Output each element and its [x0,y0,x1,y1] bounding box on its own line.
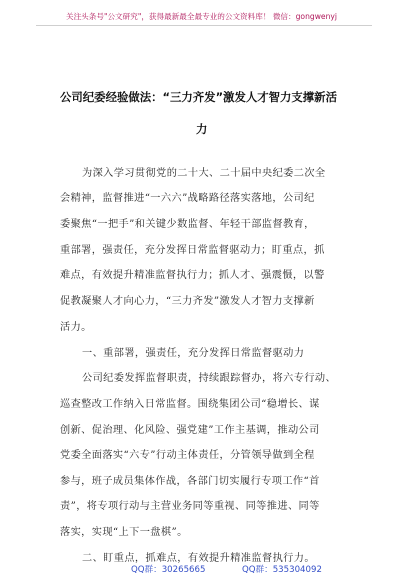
body-line: 重部署，强责任，充分发挥日常监督驱动力；盯重点，抓 [60,245,325,256]
body-line: 落实，实现“上下一盘棋”。 [60,527,188,538]
body-line: 公司纪委发挥监督职责，持续跟踪督办，将六专行动、 [82,373,337,384]
body-line: 责”，将专项行动与主营业务同等重视、同等推进、同等 [60,501,320,512]
body-line: 会精神，监督推进“一六六”战略路径落实落地，公司纪 [60,193,315,204]
body-line: 难点，有效提升精准监督执行力；抓人才、强震慑，以警 [60,270,325,281]
document-title-continued: 力 [196,122,208,136]
footer-qq-group-2: QQ群：535304092 [242,565,322,575]
document-title: 公司纪委经验做法：“三力齐发”激发人才智力支撑新活 [60,90,337,104]
body-line: 创新、促治理、化风险、强党建”工作主基调，推动公司 [60,425,320,436]
section-heading: 一、重部署，强责任，充分发挥日常监督驱动力 [82,348,305,359]
body-line: 巡查整改工作纳入日常监督。围绕集团公司“稳增长、谋 [60,399,320,410]
body-line: 参与，班子成员集体作战，各部门切实履行专项工作“首 [60,476,320,487]
header-divider [36,25,372,26]
body-line: 促教凝聚人才向心力，“三力齐发”激发人才智力支撑新 [60,296,315,307]
header-banner: 关注头条号"公文研究"，获得最新最全最专业的公文资料库！ 微信：gongwenyj [66,12,338,21]
body-line: 为深入学习贯彻党的二十大、二十届中央纪委二次全 [82,168,326,179]
body-line: 党委全面落实“六专”行动主体责任，分管领导做到全程 [60,450,315,461]
body-line: 活力。 [60,322,92,333]
footer-qq-group-1: QQ群：30265665 [131,565,206,575]
body-line: 委聚焦“一把手”和关键少数监督、年轻干部监督教育， [60,219,315,230]
section-heading: 二、盯重点，抓难点，有效提升精准监督执行力。 [82,553,315,564]
